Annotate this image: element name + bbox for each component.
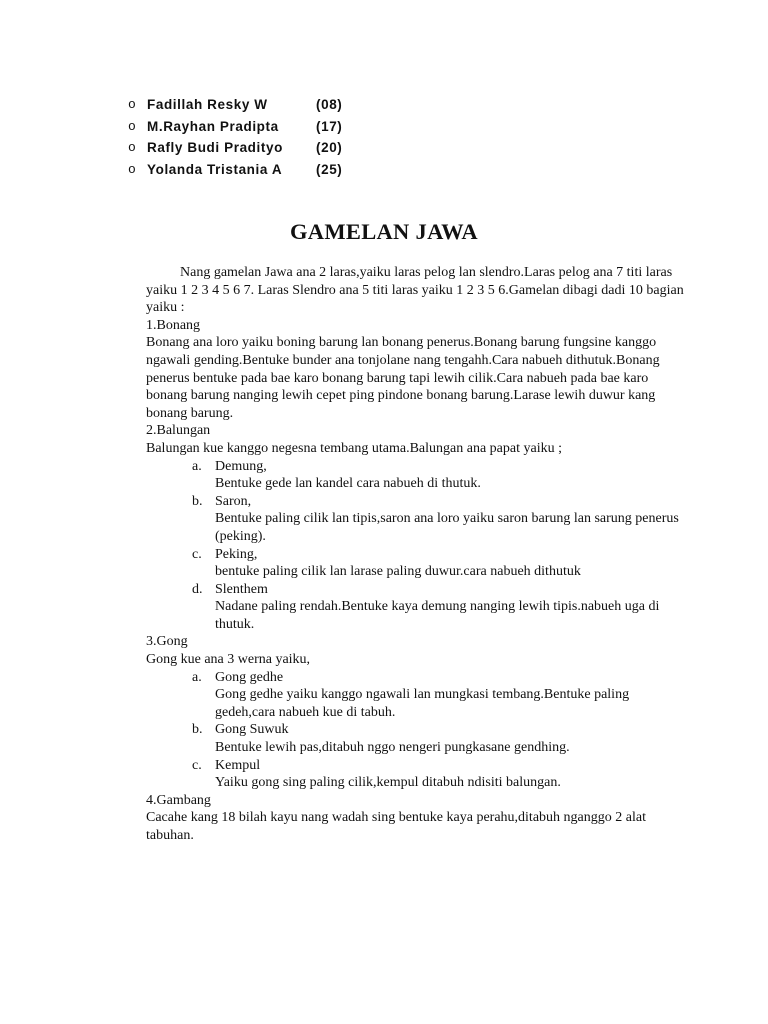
section-gong	[146, 633, 686, 791]
bullet-icon: o	[128, 118, 136, 134]
item-letter: b.	[192, 493, 203, 509]
list-item	[192, 546, 686, 581]
item-letter: c.	[192, 757, 202, 773]
item-desc: Yaiku gong sing paling cilik,kempul ditabuh ndisiti balungan.	[215, 775, 561, 791]
section-body: Balungan kue kanggo negesna tembang utama.Balungan ana papat yaiku ;	[146, 440, 562, 456]
item-letter: a.	[192, 458, 202, 474]
item-letter: a.	[192, 669, 202, 685]
item-desc: Bentuke lewih pas,ditabuh nggo nengeri pungkasane gendhing.	[215, 740, 570, 756]
member-item	[128, 116, 342, 138]
section-title: 3.Gong	[146, 634, 188, 650]
item-desc: Bentuke paling cilik lan tipis,saron ana loro yaiku saron barung lan sarung penerus (peking).	[215, 511, 679, 544]
bullet-icon: o	[128, 161, 136, 177]
item-desc: bentuke paling cilik lan larase paling duwur.cara nabueh dithutuk	[215, 564, 581, 580]
item-name: Saron,	[215, 493, 252, 509]
member-number: (08)	[316, 97, 343, 113]
item-desc: Nadane paling rendah.Bentuke kaya demung nanging lewih tipis.nabueh uga di thutuk.	[215, 599, 660, 632]
member-number: (25)	[316, 161, 343, 177]
bullet-icon: o	[128, 97, 136, 113]
item-name: Demung,	[215, 458, 267, 474]
item-name: Gong gedhe	[215, 669, 284, 685]
sub-list	[192, 458, 686, 634]
list-item	[192, 757, 686, 792]
section-balungan	[146, 422, 686, 633]
section-gambang	[146, 792, 686, 845]
section-body: Bonang ana loro yaiku boning barung lan bonang penerus.Bonang barung fungsine kanggo ngawali gending.Bentuke bunder ana tonjolane nang tengahh.Cara nabueh dithutuk.Bonang penerus bentuke pada bae karo bonang barung tapi lewih cilik.Cara nabueh pada bae karo bonang barung nanging lewih cepet ping pindone bonang barung.Larase lewih duwur kang bonang barung.	[146, 335, 660, 421]
item-letter: b.	[192, 722, 203, 738]
document-title: GAMELAN JAWA	[290, 219, 478, 244]
item-name: Slenthem	[215, 581, 268, 597]
section-body: Cacahe kang 18 bilah kayu nang wadah sing bentuke kaya perahu,ditabuh nganggo 2 alat tabuhan.	[146, 810, 646, 843]
list-item	[192, 669, 686, 722]
document-body	[146, 264, 686, 845]
list-item	[192, 493, 686, 546]
member-number: (20)	[316, 140, 343, 156]
member-number: (17)	[316, 118, 343, 134]
item-name: Gong Suwuk	[215, 722, 289, 738]
list-item	[192, 458, 686, 493]
member-item	[128, 94, 342, 116]
section-title: 2.Balungan	[146, 423, 211, 439]
member-item	[128, 159, 342, 181]
intro-paragraph: Nang gamelan Jawa ana 2 laras,yaiku laras pelog lan slendro.Laras pelog ana 7 titi laras yaiku 1 2 3 4 5 6 7. Laras Slendro ana 5 titi laras yaiku 1 2 3 5 6.Gamelan dibagi dadi 10 bagian yaiku :	[146, 265, 684, 316]
member-name: M.Rayhan Pradipta	[147, 118, 279, 134]
sub-list	[192, 669, 686, 792]
section-bonang	[146, 317, 686, 423]
item-letter: d.	[192, 581, 203, 597]
item-name: Peking,	[215, 546, 258, 562]
section-title: 4.Gambang	[146, 792, 211, 808]
section-title: 1.Bonang	[146, 317, 201, 333]
member-item	[128, 137, 342, 159]
list-item	[192, 581, 686, 634]
item-name: Kempul	[215, 757, 261, 773]
item-letter: c.	[192, 546, 202, 562]
list-item	[192, 721, 686, 756]
item-desc: Gong gedhe yaiku kanggo ngawali lan mungkasi tembang.Bentuke paling gedeh,cara nabueh kue di tabuh.	[215, 687, 630, 720]
member-name: Fadillah Resky W	[147, 97, 268, 113]
item-desc: Bentuke gede lan kandel cara nabueh di thutuk.	[215, 476, 481, 492]
bullet-icon: o	[128, 140, 136, 156]
member-list	[128, 94, 342, 180]
section-body: Gong kue ana 3 werna yaiku,	[146, 652, 311, 668]
member-name: Yolanda Tristania A	[147, 161, 283, 177]
member-name: Rafly Budi Pradityo	[147, 140, 283, 156]
